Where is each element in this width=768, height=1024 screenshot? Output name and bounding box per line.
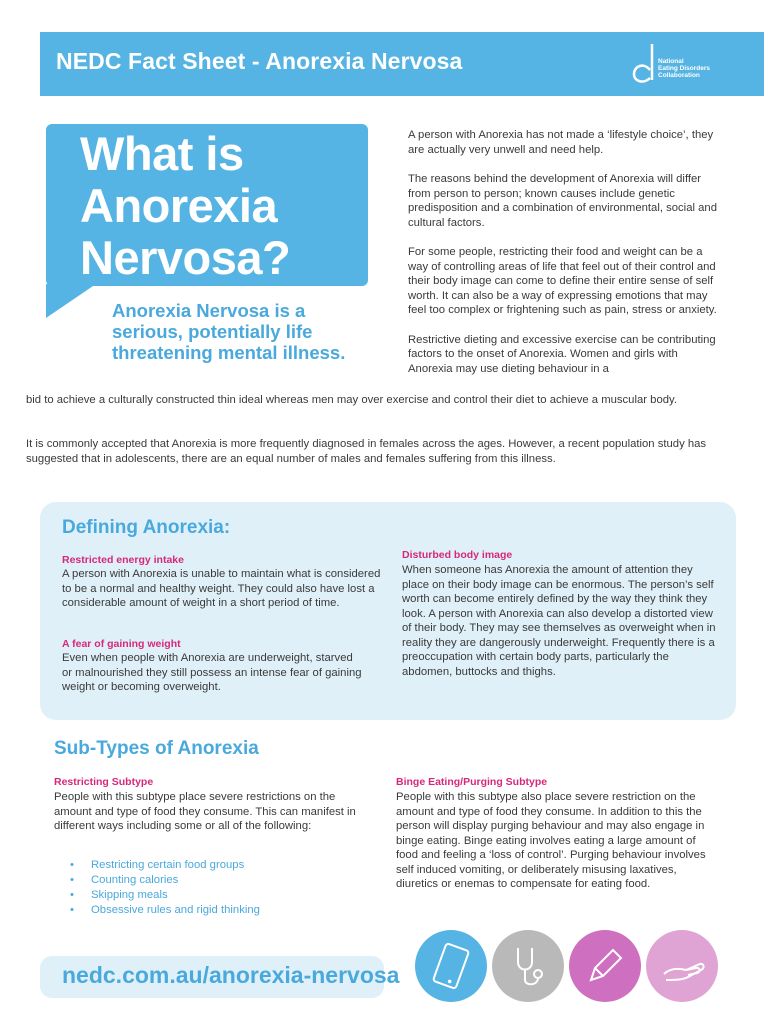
defining-heading: Defining Anorexia: bbox=[62, 517, 231, 538]
restricting-bullet-list bbox=[70, 858, 260, 918]
page-title: What is Anorexia Nervosa? bbox=[80, 127, 291, 284]
restricted-intake-label: Restricted energy intake bbox=[62, 554, 184, 566]
hand-icon bbox=[646, 930, 718, 1002]
stethoscope-icon bbox=[492, 930, 564, 1002]
list-item: • Restricting certain food groups bbox=[70, 858, 260, 873]
body-image-text: When someone has Anorexia the amount of attention they place on their body image can be enormous. The person’s self worth can become entirely defined by the way they think they look. A person with Anorexia can also develop a distorted view of their body. They may see themselves as overweight when in reality they are dangerously underweight. Frequently there is a preoccupation with certain body parts, particularly the abdomen, buttocks and thighs. bbox=[402, 564, 716, 678]
subtypes-heading: Sub-Types of Anorexia bbox=[54, 738, 259, 759]
list-item: • Counting calories bbox=[70, 873, 260, 888]
binge-subtype-label: Binge Eating/Purging Subtype bbox=[396, 776, 548, 788]
page-subtitle: Anorexia Nervosa is a serious, potentially life threatening mental illness. bbox=[112, 300, 346, 363]
restricting-subtype-label: Restricting Subtype bbox=[54, 776, 154, 788]
fear-weight-label: A fear of gaining weight bbox=[62, 638, 181, 650]
website-link[interactable]: nedc.com.au/anorexia-nervosa bbox=[62, 962, 400, 988]
logo-wordmark: National Eating Disorders Collaboration bbox=[658, 58, 711, 79]
intro-paragraph: Restrictive dieting and excessive exercise can be contributing factors to the onset of Anorexia. Women and girls with Anorexia may use dieting behaviour in a bbox=[408, 333, 716, 375]
intro-paragraph-continued: bid to achieve a culturally constructed thin ideal whereas men may over exercise and control their diet to achieve a muscular body. bbox=[26, 394, 677, 406]
callout-tail bbox=[46, 284, 106, 320]
intro-paragraph: It is commonly accepted that Anorexia is more frequently diagnosed in females across the ages. However, a recent population study has suggested that in adolescents, there are an equal number of males and females suffering from this illness. bbox=[26, 438, 707, 465]
intro-column bbox=[408, 128, 718, 376]
restricted-intake-text: A person with Anorexia is unable to maintain what is considered to be a normal and healthy weight. They could also have lost a considerable amount of weight in a short period of time. bbox=[62, 568, 381, 609]
page-header-title: NEDC Fact Sheet - Anorexia Nervosa bbox=[56, 48, 463, 74]
list-item: • Skipping meals bbox=[70, 888, 260, 903]
intro-paragraph: A person with Anorexia has not made a ‘lifestyle choice’, they are actually very unwell and need help. bbox=[408, 129, 714, 156]
binge-subtype-text: People with this subtype also place severe restriction on the amount and type of food they consume. In addition to this the person will display purging behaviour and may also engage in binge eating. Binge eating involves eating a large amount of food and feeling a ‘loss of control’. Purging behaviour involves self induced vomiting, or deliberately misusing laxatives, diuretics or enemas to compensate for eating food. bbox=[396, 791, 706, 890]
phone-icon bbox=[415, 930, 487, 1002]
intro-paragraph: For some people, restricting their food and weight can be a way of controlling areas of life that feel out of their control and their body image can come to define their entire sense of self worth. It can also be a way of expressing emotions that may feel too complex or frightening such as pain, stress or anxiety. bbox=[408, 246, 717, 316]
list-item: • Obsessive rules and rigid thinking bbox=[70, 903, 260, 918]
fear-weight-text: Even when people with Anorexia are underweight, starved or malnourished they still possess an intense fear of gaining weight or becoming overweight. bbox=[62, 652, 362, 693]
body-image-label: Disturbed body image bbox=[402, 549, 513, 561]
intro-paragraph: The reasons behind the development of Anorexia will differ from person to person; known causes include genetic predisposition and a combination of environmental, social and cultural factors. bbox=[408, 173, 717, 229]
restricting-subtype-text: People with this subtype place severe restrictions on the amount and type of food they consume. This can manifest in different ways including some or all of the following: bbox=[54, 791, 356, 832]
pencil-icon bbox=[569, 930, 641, 1002]
